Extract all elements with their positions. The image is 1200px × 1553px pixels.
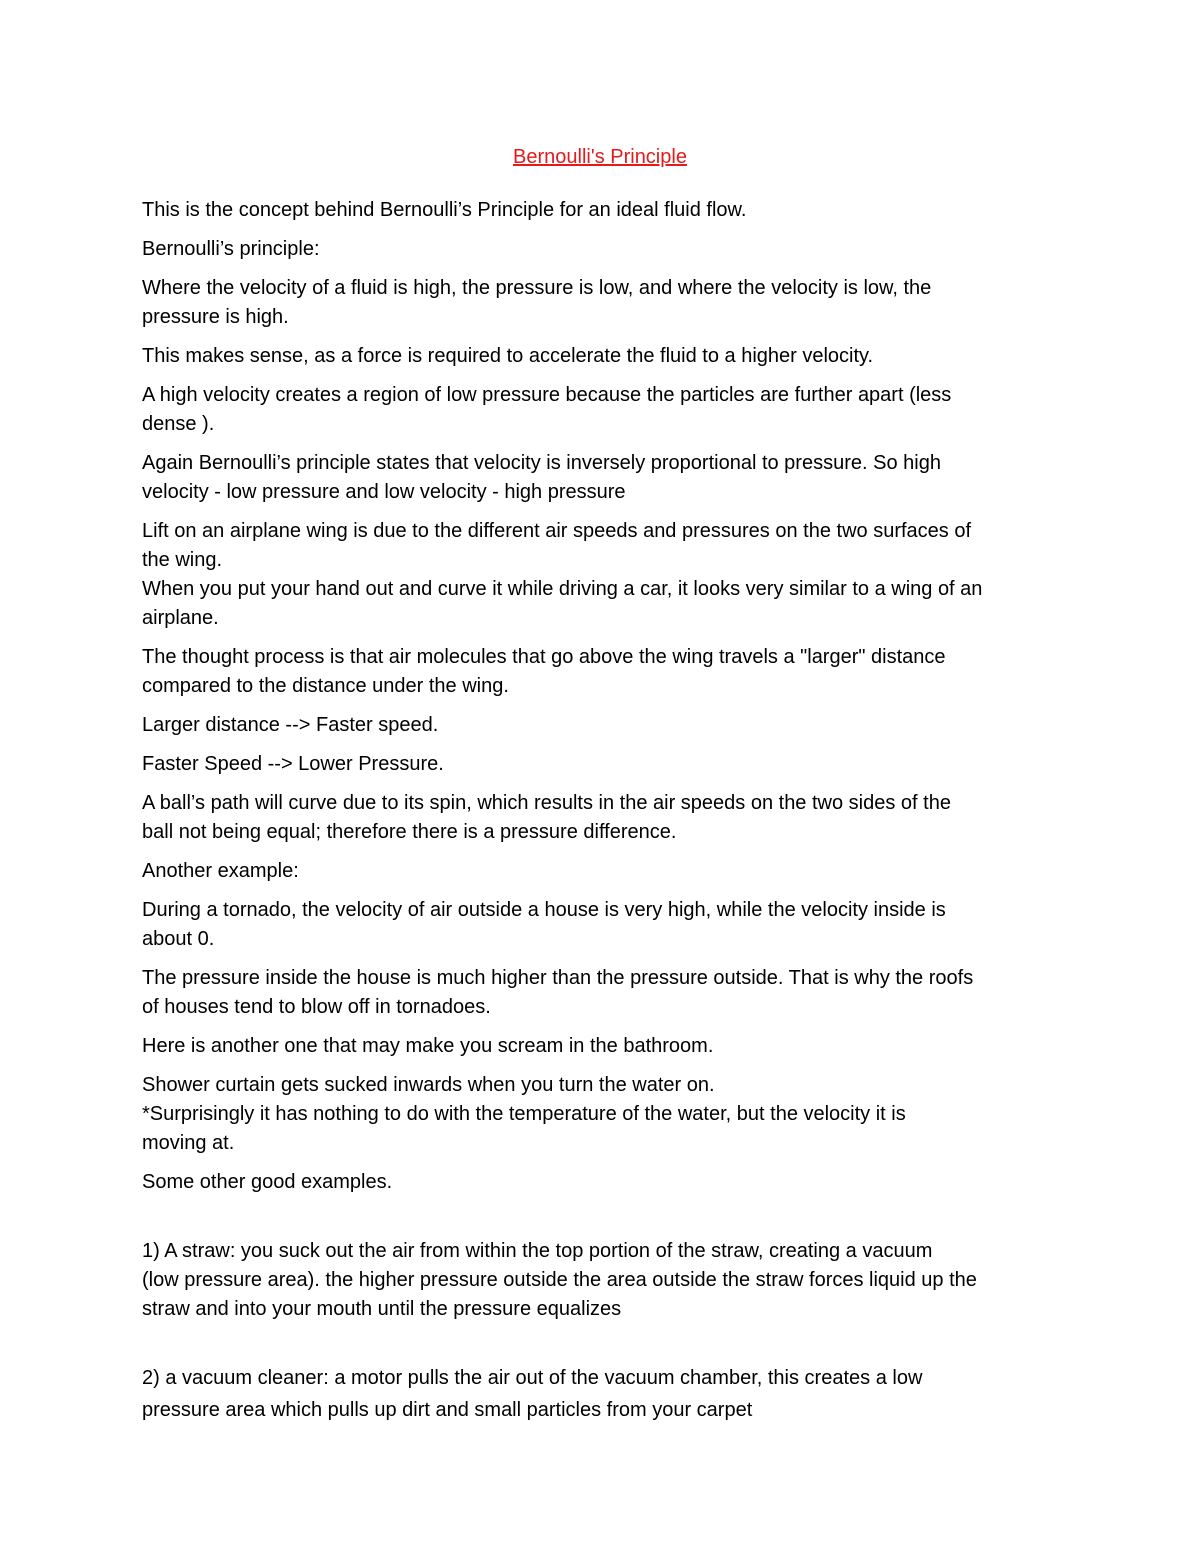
text-line: Some other good examples. [142,1171,393,1193]
text-line: Shower curtain gets sucked inwards when you turn the water on. [142,1074,715,1096]
text-line: pressure area which pulls up dirt and small particles from your carpet [142,1399,753,1421]
paragraph [142,1032,1072,1061]
paragraph [142,964,1072,1022]
paragraph [142,750,1072,779]
text-line: (low pressure area). the higher pressure outside the area outside the straw forces liquid up the [142,1269,977,1291]
document-title: Bernoulli's Principle [513,146,687,168]
paragraph [142,896,1072,954]
paragraph [142,196,1072,225]
text-line: During a tornado, the velocity of air outside a house is very high, while the velocity inside is [142,899,946,921]
text-line: When you put your hand out and curve it while driving a car, it looks very similar to a wing of an [142,578,983,600]
paragraph [142,575,1072,633]
paragraph [142,274,1072,332]
text-line: A ball’s path will curve due to its spin, which results in the air speeds on the two sides of the [142,792,951,814]
text-line: *Surprisingly it has nothing to do with the temperature of the water, but the velocity it is [142,1103,906,1125]
text-line: dense ). [142,413,215,435]
text-line: airplane. [142,607,219,629]
text-line: Faster Speed --> Lower Pressure. [142,753,444,775]
text-line: Bernoulli’s principle: [142,238,320,260]
paragraph [142,342,1072,371]
text-line: straw and into your mouth until the pressure equalizes [142,1298,622,1320]
paragraph [142,789,1072,847]
paragraph [142,1100,1072,1158]
text-line: This makes sense, as a force is required to accelerate the fluid to a higher velocity. [142,345,874,367]
text-line: moving at. [142,1132,235,1154]
text-line: pressure is high. [142,306,289,328]
paragraph [142,857,1072,886]
text-line: Where the velocity of a fluid is high, the pressure is low, and where the velocity is low, the [142,277,932,299]
paragraph [142,1071,1072,1100]
text-line: about 0. [142,928,215,950]
text-line: ball not being equal; therefore there is a pressure difference. [142,821,677,843]
text-line: Another example: [142,860,299,882]
text-line: compared to the distance under the wing. [142,675,509,697]
text-line: Here is another one that may make you scream in the bathroom. [142,1035,714,1057]
text-line: Again Bernoulli’s principle states that velocity is inversely proportional to pressure. So high [142,452,941,474]
text-line: Larger distance --> Faster speed. [142,714,439,736]
text-line: Lift on an airplane wing is due to the different air speeds and pressures on the two surfaces of [142,520,972,542]
text-line: A high velocity creates a region of low pressure because the particles are further apart (less [142,384,952,406]
text-line: velocity - low pressure and low velocity - high pressure [142,481,626,503]
text-line: 1) A straw: you suck out the air from within the top portion of the straw, creating a vacuum [142,1240,933,1262]
paragraph [142,1237,1072,1324]
paragraph [142,449,1072,507]
text-line: of houses tend to blow off in tornadoes. [142,996,491,1018]
paragraph [142,711,1072,740]
text-line: The pressure inside the house is much higher than the pressure outside. That is why the roofs [142,967,974,989]
paragraph [142,381,1072,439]
text-line: This is the concept behind Bernoulli’s Principle for an ideal fluid flow. [142,199,747,221]
text-line: The thought process is that air molecules that go above the wing travels a "larger" distance [142,646,946,668]
paragraph [142,235,1072,264]
paragraph [142,1168,1072,1197]
paragraph [142,517,1072,575]
text-line: 2) a vacuum cleaner: a motor pulls the air out of the vacuum chamber, this creates a low [142,1367,923,1389]
paragraph [142,1362,1072,1426]
paragraph [142,643,1072,701]
document-body [142,196,1072,1426]
text-line: the wing. [142,549,223,571]
